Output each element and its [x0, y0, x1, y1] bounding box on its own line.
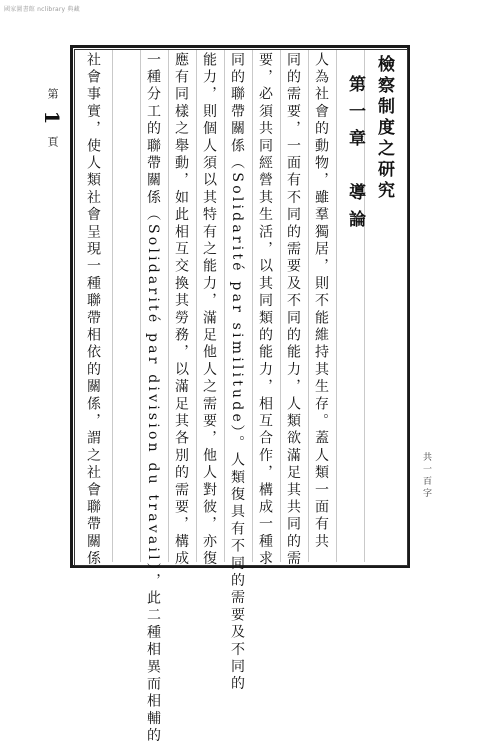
body-column-8: 社會事實，使人類社會呈現一種聯帶相依的關係，謂之社會聯帶關係: [85, 52, 101, 568]
column-rule: [308, 50, 309, 562]
column-rule: [112, 50, 113, 562]
body-column-2: 同的需要，一面有不同的需要及不同的能力，人類欲滿足其共同的需: [285, 52, 301, 568]
body-column-1: 人為社會的動物，雖羣獨居，則不能維持其生存。蓋人類一面有共: [313, 52, 329, 551]
page-number: 1: [40, 110, 64, 129]
body-column-5: 能力，則個人須以其特有之能力，滿足他人之需要，他人對彼，亦復: [201, 52, 217, 568]
column-rule: [252, 50, 253, 562]
page-number-margin: [40, 88, 64, 151]
book-title: 檢察制度之研究: [374, 55, 394, 202]
body-column-6: 應有同樣之舉動，如此相互交換其勞務，以滿足其各別的需要，構成: [173, 52, 189, 568]
body-column-3: 要，必須共同經營其生活，以其同類的能力，相互合作，構成一種求: [257, 52, 273, 568]
column-rule: [140, 50, 141, 562]
column-rule: [196, 50, 197, 562]
body-column-7: 一種分工的聯帶關係（Solidarité par division du travail），此二種相異而相輔的: [145, 52, 161, 745]
watermark-text: 國家圖書館 nclibrary 典藏: [4, 6, 80, 13]
chapter-heading: 第一章 導論: [345, 75, 365, 237]
page-number-prefix: 第: [46, 88, 59, 103]
body-column-4: 同的聯帶關係（Solidarité par similitude）。人類復具有不同的需要及不同的: [229, 52, 245, 694]
column-rule: [280, 50, 281, 562]
word-count-note: 共一百字: [421, 452, 431, 500]
column-rule: [336, 50, 337, 562]
page-number-suffix: 頁: [46, 135, 59, 151]
column-rule: [224, 50, 225, 562]
column-rule: [168, 50, 169, 562]
